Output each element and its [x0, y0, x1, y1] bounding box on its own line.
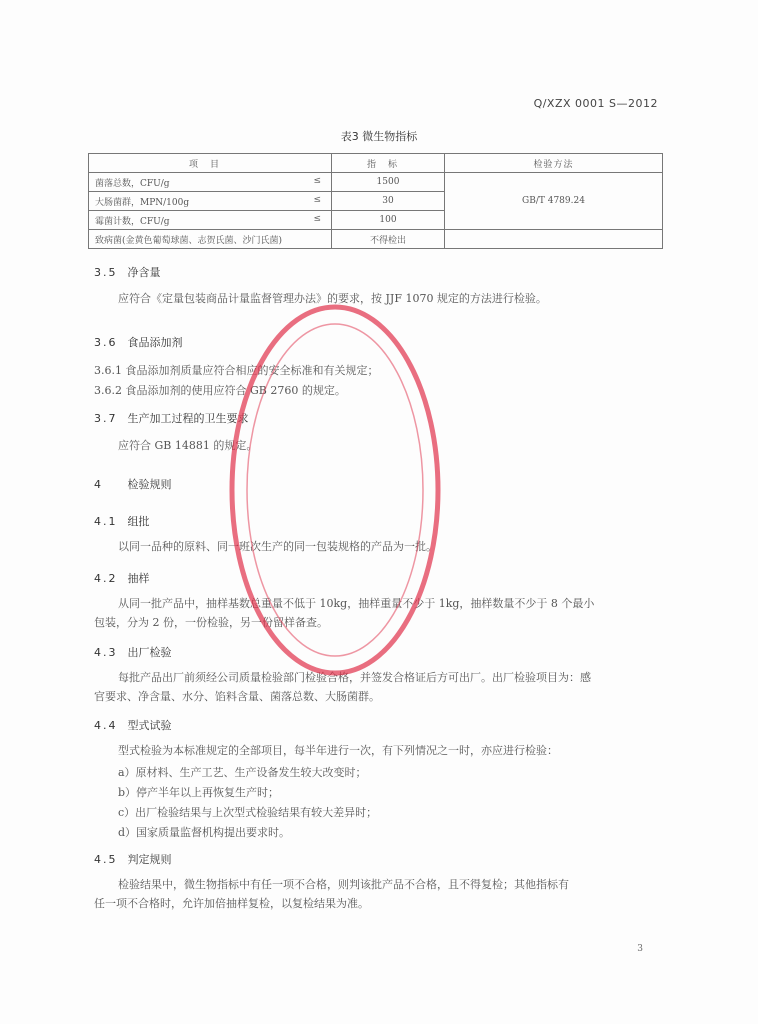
table-header-row [89, 154, 663, 173]
le-symbol: ≤ [313, 176, 321, 186]
standard-code: Q/XZX 0001 S—2012 [533, 97, 658, 110]
row-value: 100 [332, 211, 445, 230]
row-value: 1500 [332, 173, 445, 192]
table-row [89, 173, 663, 192]
section-text-4-3-line2: 官要求、净含量、水分、馅料含量、菌落总数、大肠菌群。 [94, 690, 380, 703]
section-heading-4-3: 4.3 出厂检验 [94, 646, 172, 659]
list-item: c）出厂检验结果与上次型式检验结果有较大差异时； [118, 806, 378, 819]
row-item: 菌落总数，CFU/g [95, 178, 170, 189]
clause-3-6-2: 3.6.2 食品添加剂的使用应符合 GB 2760 的规定。 [94, 384, 346, 397]
microbial-index-table [88, 153, 663, 249]
section-text-4-5-line2: 任一项不合格时，允许加倍抽样复检，以复检结果为准。 [94, 897, 369, 910]
method-cell: GB/T 4789.24 [445, 173, 663, 230]
col-item-header: 项目 [89, 154, 332, 173]
section-text-4-3-line1: 每批产品出厂前须经公司质量检验部门检验合格，并签发合格证后方可出厂。出厂检验项目为：感 [118, 671, 591, 684]
col-index-header: 指标 [332, 154, 445, 173]
table-row [89, 230, 663, 249]
section-heading-4-4: 4.4 型式试验 [94, 719, 172, 732]
table-title: 表3 微生物指标 [340, 130, 418, 143]
row-item: 霉菌计数，CFU/g [95, 216, 170, 227]
list-item: b）停产半年以上再恢复生产时； [118, 786, 280, 799]
section-text-4-2-line1: 从同一批产品中，抽样基数总重量不低于 10kg，抽样重量不少于 1kg，抽样数量不少于 8 个最小 [118, 597, 595, 610]
empty-cell [445, 230, 663, 249]
le-symbol: ≤ [313, 195, 321, 205]
section-text-4-5-line1: 检验结果中，微生物指标中有任一项不合格，则判该批产品不合格，且不得复检；其他指标有 [118, 878, 569, 891]
section-text-3-5: 应符合《定量包装商品计量监督管理办法》的要求，按 JJF 1070 规定的方法进行检验。 [118, 292, 547, 305]
row-value: 30 [332, 192, 445, 211]
section-heading-4-1: 4.1 组批 [94, 515, 150, 528]
section-text-4-2-line2: 包装，分为 2 份，一份检验，另一份留样备查。 [94, 616, 328, 629]
section-heading-4: 4 检验规则 [94, 478, 172, 491]
list-item: d）国家质量监督机构提出要求时。 [118, 826, 291, 839]
list-item: a）原材料、生产工艺、生产设备发生较大改变时； [118, 766, 367, 779]
page-number: 3 [637, 944, 643, 954]
section-heading-3-6: 3.6 食品添加剂 [94, 336, 183, 349]
section-heading-4-2: 4.2 抽样 [94, 572, 150, 585]
row-value: 不得检出 [332, 230, 445, 249]
le-symbol: ≤ [313, 214, 321, 224]
section-text-4-1: 以同一品种的原料、同一班次生产的同一包装规格的产品为一批。 [118, 540, 437, 553]
section-text-4-4-intro: 型式检验为本标准规定的全部项目，每半年进行一次，有下列情况之一时，亦应进行检验： [118, 744, 558, 757]
row-item: 大肠菌群，MPN/100g [95, 197, 190, 208]
section-heading-3-7: 3.7 生产加工过程的卫生要求 [94, 412, 249, 425]
section-text-3-7: 应符合 GB 14881 的规定。 [118, 439, 258, 452]
col-method-header: 检验方法 [445, 154, 663, 173]
row-item: 致病菌(金黄色葡萄球菌、志贺氏菌、沙门氏菌) [95, 235, 283, 246]
clause-3-6-1: 3.6.1 食品添加剂质量应符合相应的安全标准和有关规定； [94, 364, 379, 377]
section-heading-3-5: 3.5 净含量 [94, 266, 161, 279]
section-heading-4-5: 4.5 判定规则 [94, 853, 172, 866]
